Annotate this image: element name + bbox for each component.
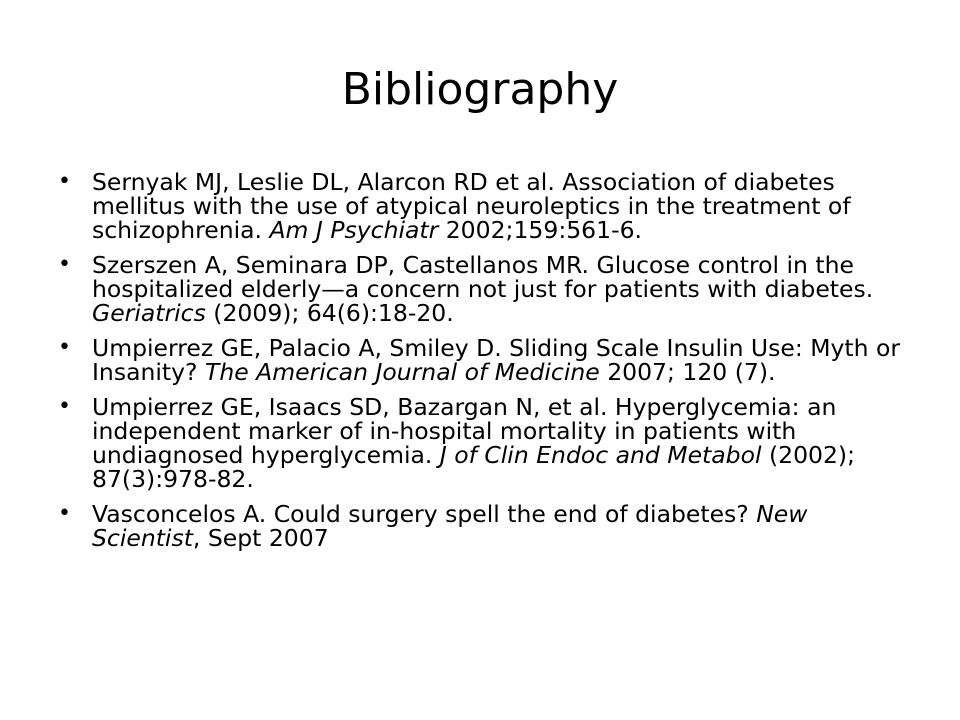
bibliography-list [58,170,918,561]
reference-item-1 [58,170,918,242]
reference-item-2 [58,253,918,325]
reference-journal: Am J Psychiatr [269,216,439,244]
reference-details: (2009); 64(6):18-20. [205,299,454,327]
reference-journal: J of Clin Endoc and Metabol [439,441,762,469]
reference-details: , Sept 2007 [192,524,329,552]
reference-authors-title: Umpierrez GE, Isaacs SD, Bazargan N, et al. Hyperglycemia: an independent marker of in-hospital mortality in patients with undiagnosed hyperglycemia. [92,393,837,469]
reference-item-5 [58,502,918,550]
reference-item-3 [58,336,918,384]
reference-authors-title: Sernyak MJ, Leslie DL, Alarcon RD et al. Association of diabetes mellitus with the use of atypical neuroleptics in the treatment of schizophrenia. [92,168,851,244]
reference-journal: The American Journal of Medicine [204,358,600,386]
reference-details: 2007; 120 (7). [599,358,776,386]
bullet-icon: • [58,394,71,419]
reference-authors-title: Vasconcelos A. Could surgery spell the end of diabetes? [92,500,757,528]
bullet-icon: • [58,501,71,526]
reference-text [92,393,855,493]
bullet-icon: • [58,169,71,194]
reference-journal: Geriatrics [92,299,206,327]
reference-text [92,334,900,386]
reference-text [92,168,851,244]
reference-details: (2002); 87(3):978-82. [92,441,856,493]
reference-details: 2002;159:561-6. [438,216,642,244]
reference-item-4 [58,395,918,491]
bullet-icon: • [58,335,71,360]
reference-text [92,500,807,552]
bullet-icon: • [58,252,71,277]
reference-text [92,251,873,327]
reference-authors-title: Umpierrez GE, Palacio A, Smiley D. Sliding Scale Insulin Use: Myth or Insanity? [92,334,901,386]
reference-authors-title: Szerszen A, Seminara DP, Castellanos MR. Glucose control in the hospitalized elderly—a concern not just for patients with diabetes. [92,251,874,303]
reference-journal: New Scientist [92,500,808,552]
slide-title: Bibliography [341,64,619,115]
